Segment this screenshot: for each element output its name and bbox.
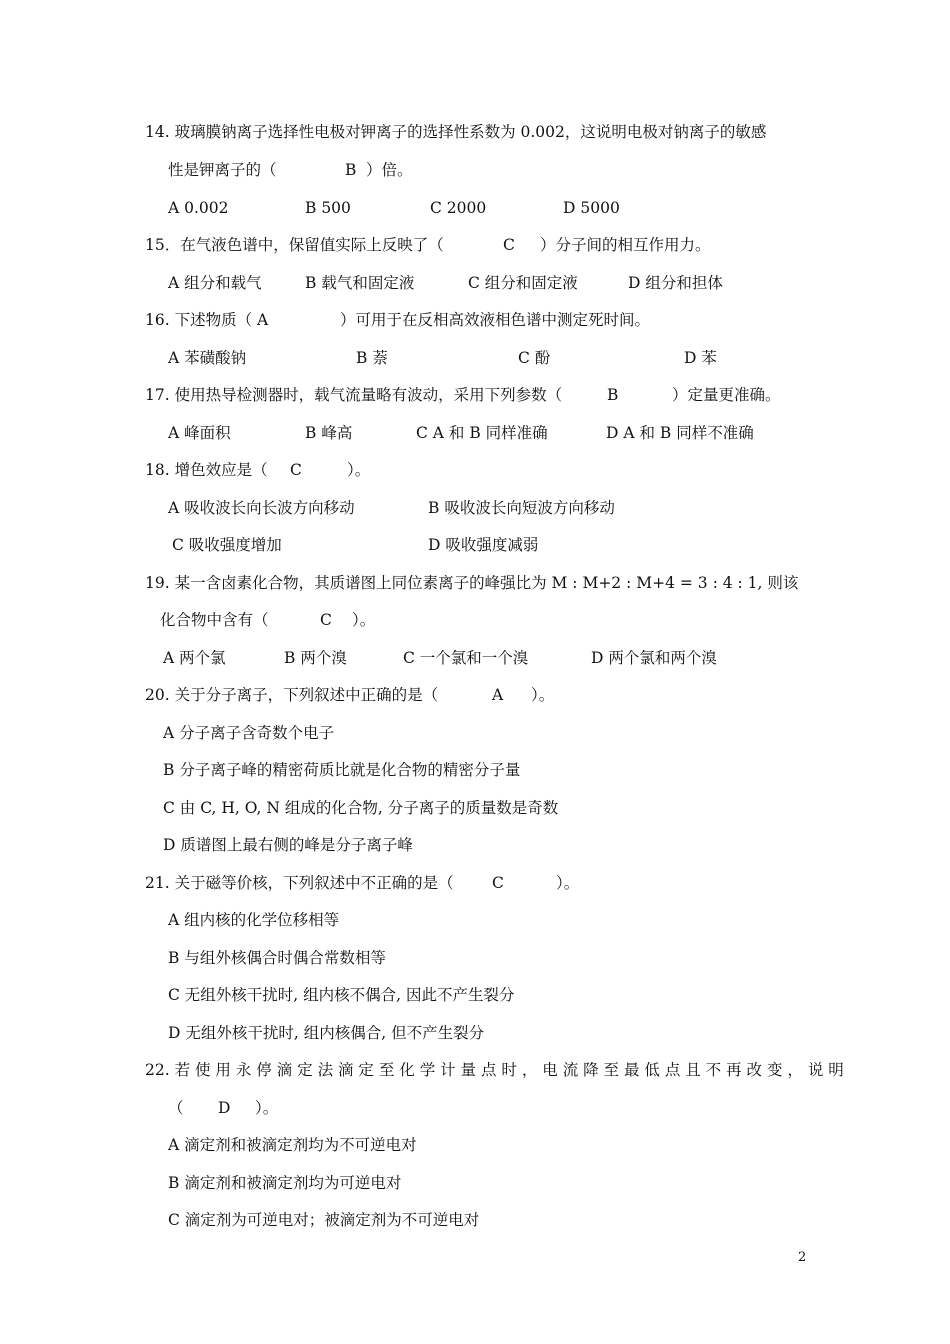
- text-line-q15-l1: [0, 233, 950, 257]
- text-segment: 性是钾离子的（: [168, 161, 277, 179]
- text-segment: B: [607, 386, 619, 404]
- text-segment: D A 和 B 同样不准确: [606, 424, 754, 442]
- text-segment: A 0.002: [168, 199, 229, 217]
- text-line-q18-opts-2: [0, 533, 950, 557]
- text-line-q16-opts: [0, 346, 950, 370]
- text-line-q20-c: [0, 796, 950, 820]
- text-segment: A 组分和载气: [168, 274, 262, 292]
- text-line-q14-l2: [0, 158, 950, 182]
- text-line-q20-d: [0, 833, 950, 857]
- text-line-q19-opts: [0, 646, 950, 670]
- text-line-q20-a: [0, 721, 950, 745]
- text-line-q22-b: [0, 1171, 950, 1195]
- text-segment: C: [492, 874, 504, 892]
- page-number: 2: [798, 1250, 807, 1265]
- text-segment: A 苯磺酸钠: [168, 349, 247, 367]
- text-segment: C 由 C, H, O, N 组成的化合物, 分子离子的质量数是奇数: [163, 799, 559, 817]
- text-segment: A 分子离子含奇数个电子: [163, 724, 335, 742]
- text-segment: D 两个氯和两个溴: [591, 649, 717, 667]
- text-segment: D 5000: [563, 199, 620, 217]
- text-segment: B 峰高: [305, 424, 353, 442]
- text-line-q14-l1: [0, 120, 950, 144]
- text-segment: D 苯: [684, 349, 717, 367]
- text-segment: 14. 玻璃膜钠离子选择性电极对钾离子的选择性系数为 0.002，这说明电极对钠离子的敏感: [145, 123, 767, 141]
- text-segment: A: [492, 686, 504, 704]
- text-segment: ）倍。: [366, 161, 413, 179]
- text-segment: 21. 关于磁等价核，下列叙述中不正确的是（: [145, 874, 454, 892]
- text-segment: ）。: [347, 461, 371, 479]
- text-line-q20-l1: [0, 683, 950, 707]
- text-segment: （: [168, 1099, 184, 1117]
- text-line-q21-l1: [0, 871, 950, 895]
- text-segment: 化合物中含有（: [160, 611, 269, 629]
- text-line-q19-l1: [0, 571, 950, 595]
- text-segment: B 两个溴: [284, 649, 347, 667]
- text-segment: C: [290, 461, 302, 479]
- text-segment: 16. 下述物质（ A: [145, 311, 269, 329]
- text-line-q21-a: [0, 908, 950, 932]
- text-segment: C: [320, 611, 332, 629]
- text-line-q21-c: [0, 983, 950, 1007]
- text-segment: ）。: [556, 874, 580, 892]
- text-line-q19-l2: [0, 608, 950, 632]
- text-segment: ）。: [531, 686, 555, 704]
- text-segment: ）分子间的相互作用力。: [540, 236, 711, 254]
- text-segment: 20. 关于分子离子，下列叙述中正确的是（: [145, 686, 439, 704]
- text-segment: 17. 使用热导检测器时，载气流量略有波动，采用下列参数（: [145, 386, 563, 404]
- text-segment: C A 和 B 同样准确: [416, 424, 548, 442]
- text-segment: A 组内核的化学位移相等: [168, 911, 340, 929]
- text-segment: C 酚: [518, 349, 551, 367]
- text-segment: D 质谱图上最右侧的峰是分子离子峰: [163, 836, 413, 854]
- text-line-q17-l1: [0, 383, 950, 407]
- text-segment: B 与组外核偶合时偶合常数相等: [168, 949, 386, 967]
- text-segment: B 萘: [356, 349, 388, 367]
- text-segment: B 500: [305, 199, 351, 217]
- text-line-q15-opts: [0, 271, 950, 295]
- text-line-q21-d: [0, 1021, 950, 1045]
- text-segment: C 一个氯和一个溴: [403, 649, 529, 667]
- text-segment: B 滴定剂和被滴定剂均为可逆电对: [168, 1174, 402, 1192]
- text-segment: ）。: [255, 1099, 279, 1117]
- text-segment: D 组分和担体: [628, 274, 723, 292]
- text-line-q17-opts: [0, 421, 950, 445]
- text-segment: B 分子离子峰的精密荷质比就是化合物的精密分子量: [163, 761, 521, 779]
- text-segment: ）可用于在反相高效液相色谱中测定死时间。: [340, 311, 651, 329]
- text-line-q22-c: [0, 1208, 950, 1232]
- text-segment: 22. 若 使 用 永 停 滴 定 法 滴 定 至 化 学 计 量 点 时 ， 电 流 降 至 最 低 点 且 不 再 改 变 ， 说 明: [145, 1061, 844, 1079]
- text-segment: D 无组外核干扰时, 组内核偶合, 但不产生裂分: [168, 1024, 485, 1042]
- text-segment: 19. 某一含卤素化合物，其质谱图上同位素离子的峰强比为 M : M+2 : M+4 = 3 : 4 : 1, 则该: [145, 574, 799, 592]
- text-line-q16-l1: [0, 308, 950, 332]
- text-segment: D 吸收强度减弱: [428, 536, 539, 554]
- text-segment: A 吸收波长向长波方向移动: [168, 499, 355, 517]
- text-line-q21-b: [0, 946, 950, 970]
- text-segment: A 两个氯: [163, 649, 226, 667]
- text-segment: 15．在气液色谱中，保留值实际上反映了（: [145, 236, 444, 254]
- text-segment: C 吸收强度增加: [172, 536, 282, 554]
- text-segment: ）。: [352, 611, 376, 629]
- text-line-q22-l2: [0, 1096, 950, 1120]
- text-segment: C 无组外核干扰时, 组内核不偶合, 因此不产生裂分: [168, 986, 515, 1004]
- text-line-q20-b: [0, 758, 950, 782]
- text-segment: A 滴定剂和被滴定剂均为不可逆电对: [168, 1136, 417, 1154]
- text-segment: C 滴定剂为可逆电对；被滴定剂为不可逆电对: [168, 1211, 480, 1229]
- text-line-q18-opts-1: [0, 496, 950, 520]
- text-line-q14-opts: [0, 196, 950, 220]
- text-segment: B 吸收波长向短波方向移动: [428, 499, 615, 517]
- text-segment: B: [345, 161, 357, 179]
- text-segment: A 峰面积: [168, 424, 231, 442]
- text-line-q22-a: [0, 1133, 950, 1157]
- text-segment: D: [218, 1099, 231, 1117]
- text-segment: C 2000: [430, 199, 487, 217]
- text-segment: B 载气和固定液: [305, 274, 415, 292]
- text-segment: C 组分和固定液: [468, 274, 578, 292]
- text-segment: ）定量更准确。: [672, 386, 781, 404]
- text-line-q22-l1: [0, 1058, 950, 1082]
- text-line-q18-l1: [0, 458, 950, 482]
- text-segment: C: [503, 236, 515, 254]
- text-segment: 18. 增色效应是（: [145, 461, 268, 479]
